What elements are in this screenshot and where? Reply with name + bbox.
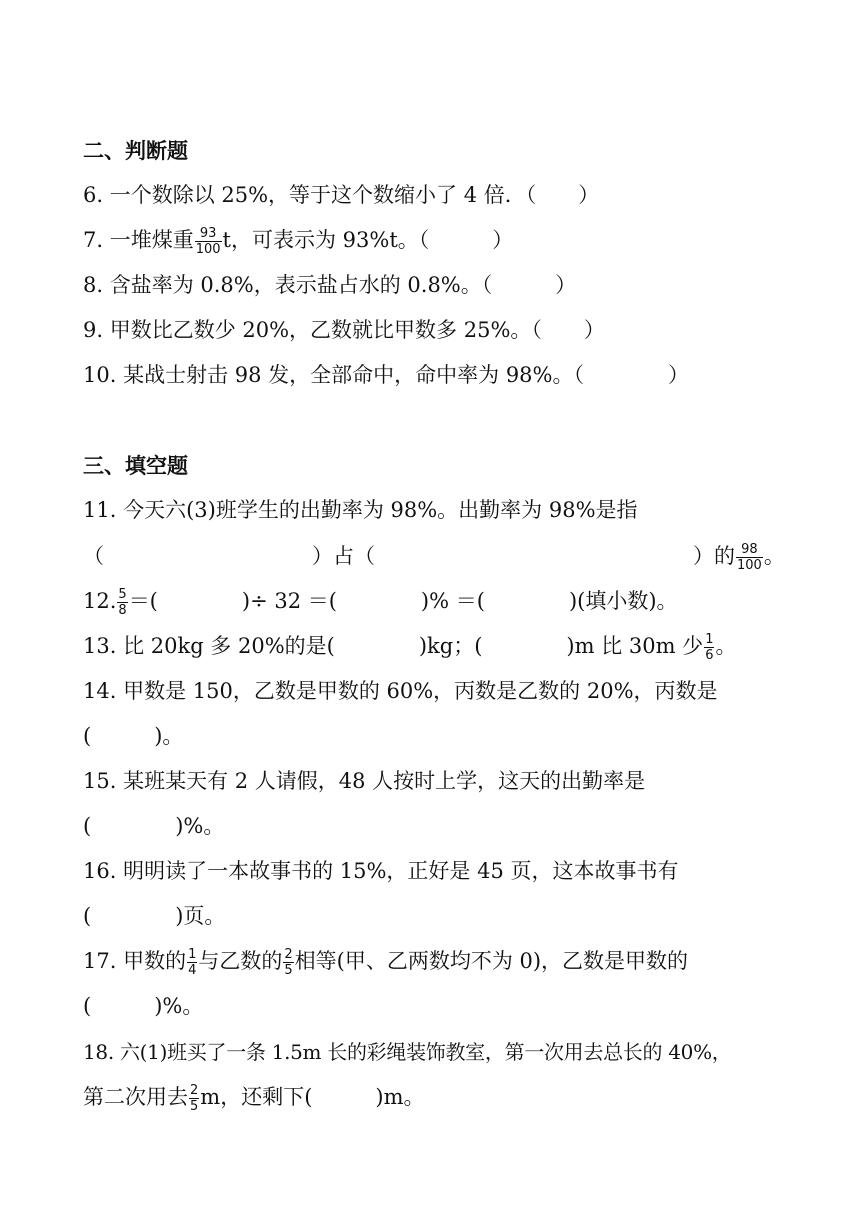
- fraction-98-100: [736, 542, 763, 573]
- question-7-text-b: t，可表示为 93%t。（ ）: [222, 228, 514, 252]
- fraction-numerator: 1: [188, 947, 197, 962]
- question-15-line-2: ( )%。: [83, 814, 225, 838]
- fraction-numerator: 98: [736, 542, 763, 558]
- question-11-middle-text: ）占（: [312, 544, 375, 568]
- question-14-line-2: ( )。: [83, 724, 184, 748]
- question-17-text-a: 17. 甲数的: [83, 949, 187, 973]
- fraction-denominator: 100: [737, 558, 762, 573]
- question-16-line-2: ( )页。: [83, 904, 226, 928]
- fraction-numerator: 5: [118, 587, 127, 602]
- fraction-denominator: 5: [284, 963, 293, 978]
- question-9: 9. 甲数比乙数少 20%，乙数就比甲数多 25%。（ ）: [83, 318, 605, 342]
- question-17-text-c: 相等(甲、乙两数均不为 0)，乙数是甲数的: [294, 949, 689, 973]
- question-13: [83, 631, 736, 663]
- question-17-line-2: ( )%。: [83, 994, 204, 1018]
- question-18-line-2: [83, 1082, 425, 1114]
- question-13-text: 13. 比 20kg 多 20%的是( )kg；( )m 比 30m 少: [83, 634, 704, 658]
- question-12-text: ＝( )÷ 32 ＝( )% ＝( )(填小数)。: [128, 589, 678, 613]
- question-12: [83, 586, 678, 618]
- question-10: 10. 某战士射击 98 发，全部命中，命中率为 98%。（ ）: [83, 363, 689, 387]
- fraction-2-5: [189, 1083, 199, 1114]
- fraction-denominator: 5: [190, 1099, 199, 1114]
- question-13-end: 。: [715, 634, 737, 658]
- fraction-numerator: 1: [705, 632, 714, 647]
- fraction-numerator: 93: [195, 226, 222, 242]
- question-11-line-1: 11. 今天六(3)班学生的出勤率为 98%。出勤率为 98%是指: [83, 498, 638, 522]
- question-14-line-1: 14. 甲数是 150，乙数是甲数的 60%，丙数是乙数的 20%，丙数是: [83, 679, 718, 703]
- fraction-denominator: 4: [188, 963, 197, 978]
- fraction-5-8: [117, 587, 127, 618]
- question-11-open-paren: （: [83, 544, 104, 568]
- question-6: 6. 一个数除以 25%，等于这个数缩小了 4 倍．（ ）: [83, 183, 600, 207]
- fraction-1-4: [187, 947, 197, 978]
- question-16-line-1: 16. 明明读了一本故事书的 15%，正好是 45 页，这本故事书有: [83, 859, 679, 883]
- question-17-line-1: [83, 946, 688, 978]
- fraction-numerator: 2: [190, 1083, 199, 1098]
- question-15-line-1: 15. 某班某天有 2 人请假，48 人按时上学，这天的出勤率是: [83, 769, 646, 793]
- fraction-denominator: 8: [118, 603, 127, 618]
- section-title-fill-in: 三、填空题: [83, 454, 188, 478]
- question-17-text-b: 与乙数的: [198, 949, 283, 973]
- fraction-93-100: [195, 226, 222, 257]
- question-18-text-a: 第二次用去: [83, 1085, 188, 1109]
- fraction-denominator: 100: [195, 242, 221, 257]
- question-18-line-1: 18. 六(1)班买了一条 1.5m 长的彩绳装饰教室，第一次用去总长的 40%，: [83, 1040, 732, 1064]
- question-11-de-text: ）的: [693, 544, 735, 568]
- fraction-numerator: 2: [284, 947, 293, 962]
- question-18-text-b: m，还剩下( )m。: [200, 1085, 425, 1109]
- question-8: 8. 含盐率为 0.8%，表示盐占水的 0.8%。（ ）: [83, 273, 577, 297]
- fraction-1-6: [704, 632, 714, 663]
- question-11-line-2: [83, 541, 803, 573]
- section-title-judgment: 二、判断题: [83, 139, 188, 163]
- fraction-2-5: [283, 947, 293, 978]
- question-7: [83, 225, 513, 257]
- question-12-number: 12.: [83, 589, 117, 613]
- question-7-text-a: 7. 一堆煤重: [83, 228, 194, 252]
- fraction-denominator: 6: [705, 648, 714, 663]
- question-11-end: 。: [763, 544, 785, 568]
